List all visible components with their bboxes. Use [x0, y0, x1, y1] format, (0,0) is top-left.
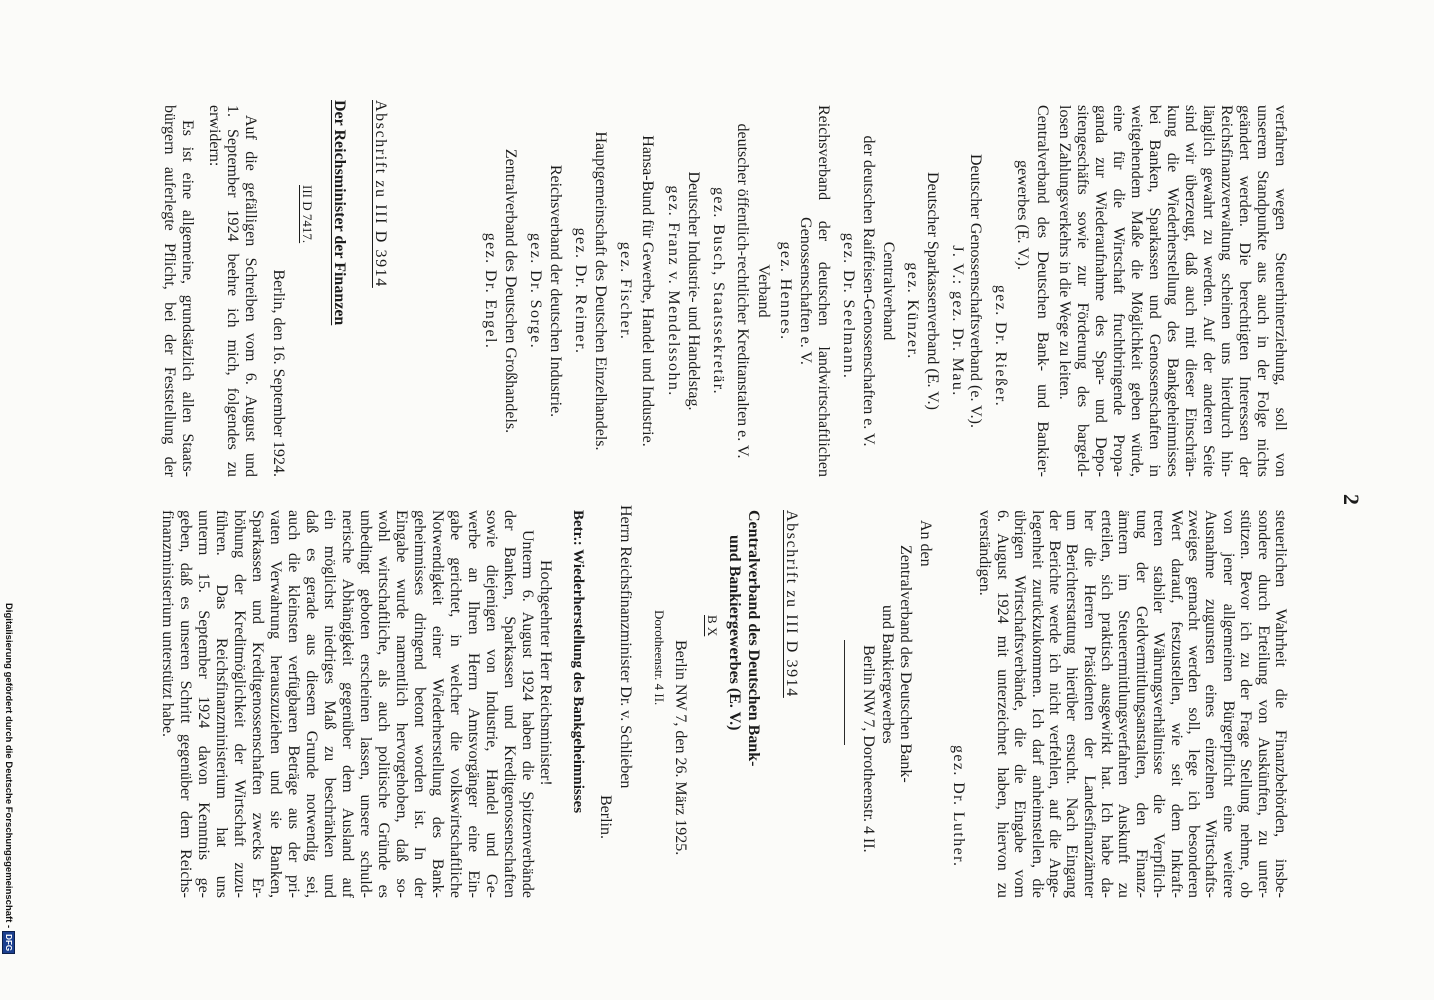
signatory-org-line: Hansa-Bund für Gewerbe, Handel und Industrie.	[639, 135, 656, 447]
sender-line: Der Reichsminister der Finanzen	[331, 100, 348, 326]
body-line: nerische Abhängigkeit gegenüber dem Ausland auf	[339, 510, 356, 898]
body-line: treten stabiler Währungsverhältnisse die Verpflich-	[1150, 510, 1168, 898]
sender-line: und Bankiergewerbes (E. V.)	[726, 535, 743, 731]
reply-paragraph	[205, 105, 259, 477]
dfg-logo: DFG	[2, 931, 15, 954]
reply-paragraph	[160, 105, 196, 477]
signatory-signature: gez. Dr. Sorge.	[527, 232, 544, 350]
body-line: auch die kleinsten verfügbaren Beträge aus der pri-	[285, 510, 302, 898]
body-line: eine für die Wirtschaft fruchtbringende Propa-	[1110, 105, 1127, 477]
body-line: unserem Standpunkte aus auch in der Folge nichts	[1254, 105, 1271, 477]
document-heading: Abschrift zu III D 3914	[783, 510, 800, 698]
body-line: Unterm 6. August 1924 haben die Spitzenverbände	[519, 530, 536, 898]
body-line: der Berichte werde ich nicht verfehlen, auf die Ange-	[1045, 510, 1063, 898]
signatory-org-line: Reichsverband der deutschen Industrie.	[547, 164, 564, 418]
body-line: verständigen.	[976, 510, 994, 596]
recipient-line: Herrn Reichsfinanzminister Dr. v. Schlieben	[617, 505, 634, 789]
body-line: legenheit zurückzukommen. Ich darf anheimstellen, die	[1028, 510, 1046, 898]
body-line: von jener allgemeinen Bürgerpflicht eine weitere	[1219, 510, 1237, 898]
body-line: zweiges gemacht werden soll, lege ich besonderen	[1185, 510, 1203, 898]
signature: gez. Dr. Luther.	[950, 745, 967, 868]
reference-number: B X	[705, 615, 720, 637]
body-line: Reichsfinanzverwaltung scheinen uns hierdurch hin-	[1218, 105, 1235, 477]
body-line: gabe gerichtet, in welcher die volkswirtschaftliche	[447, 510, 464, 898]
body-line: höhung der Kreditmöglichkeit der Wirtschaft zuzu-	[231, 510, 248, 898]
addressee-line: Zentralverband des Deutschen Bank-	[897, 545, 914, 783]
signatory-signature: gez. Fischer.	[617, 241, 634, 341]
recipient-city: Berlin.	[597, 795, 614, 839]
signatory-org-line: gewerbes (E. V.).	[1014, 160, 1031, 271]
body-line: bei Banken, Sparkassen und Genossenschaften in	[1146, 105, 1163, 477]
body-line: um Berichterstattung hierüber ersucht. Nach Eingang	[1063, 510, 1081, 898]
body-line: 1. September 1924 beehre ich mich, folgendes zu	[224, 105, 241, 477]
document-heading: Abschrift zu III D 3914	[372, 100, 389, 288]
body-line: sowie diejenigen von Industrie, Handel und Ge-	[483, 510, 500, 898]
street-line: Dorotheenstr. 4 II.	[652, 610, 667, 706]
date-line: Berlin NW 7, den 26. März 1925.	[672, 640, 689, 856]
body-line: sitengeschäfts sowie zur Förderung des bargeld-	[1074, 105, 1091, 477]
signatory-signature: J. V.: gez. Dr. Mau.	[949, 245, 966, 397]
body-line: länglich gewahrt zu werden. Auf der anderen Seite	[1200, 105, 1217, 477]
letter-body-paragraph	[158, 510, 536, 898]
left-intro-paragraph	[1055, 105, 1289, 477]
body-line: werbe an Ihren Herrn Amtsvorgänger eine Ein-	[465, 510, 482, 898]
body-line: steuerlichen Wahrheit die Finanzbehörden, insbe-	[1272, 510, 1289, 898]
signatory-org-line: Centralverband	[880, 241, 897, 341]
signatory-signature: gez. Künzer.	[904, 262, 921, 360]
signatory-org-line: Centralverband des Deutschen Bank- und Bankier-	[1034, 105, 1051, 477]
body-line: bürgern auferlegte Pflicht, bei der Feststellung der	[161, 105, 178, 477]
signatory-org-line: Reichsverband der deutschen landwirtschaftlichen	[815, 105, 832, 477]
signatory-signature: gez. Busch, Staatssekretär.	[710, 187, 727, 395]
body-line: tung der Geldvermittlungsanstalten, den Finanz-	[1132, 510, 1150, 898]
body-line: geben, daß es unseren Schritt gegenüber dem Reichs-	[177, 510, 194, 898]
body-line: vaten Verwahrung herauszuziehen und sie Banken,	[267, 510, 284, 898]
signatory-org-line: Deutscher Sparkassenverband (E. V.)	[924, 171, 941, 410]
body-line: Eingabe wurde namentlich hervorgehoben, daß so-	[393, 510, 410, 898]
body-line: sondere durch Erteilung von Auskünften, zu unter-	[1254, 510, 1272, 898]
body-line: weitgehendem Maße die Möglichkeit geben würde,	[1128, 105, 1145, 477]
body-line: führen. Das Reichsfinanzministerium hat uns	[213, 510, 230, 898]
signatory-signature: gez. Franz v. Mendelssohn.	[665, 185, 682, 397]
body-line: geändert werden. Die berechtigten Interessen der	[1236, 105, 1253, 477]
salutation: Hochgeehrter Herr Reichsminister!	[537, 560, 554, 786]
signatory-org	[814, 105, 832, 477]
signatory-org-line: der deutschen Raiffeisen-Genossenschaften e. V.	[860, 135, 877, 447]
body-line: geheimnisses dringend betont worden ist. In der	[411, 510, 428, 898]
body-line: erteilen, sich praktisch ausgewirkt hat. Ich habe da-	[1098, 510, 1116, 898]
footer-credit-text: Digitalisierung gefördert durch die Deutsche Forschungsgemeinschaft -	[3, 603, 14, 929]
signatory-org-line: Genossenschaften e. V.	[797, 217, 814, 365]
body-line: stützen. Bevor ich zu der Frage Stellung nehme, ob	[1237, 510, 1255, 898]
signatory-signature: gez. Hennes.	[777, 241, 794, 341]
body-line: verfahren wegen Steuerhinterziehung, soll von	[1272, 105, 1289, 477]
body-line: sind wir überzeugt, daß auch mit dieser Einschrän-	[1182, 105, 1199, 477]
footer-credit	[2, 603, 15, 954]
body-line: Sparkassen und Kreditgenossenschaften zwecks Er-	[249, 510, 266, 898]
body-line: 6. August 1924 mit unterzeichnet haben, hiervon zu	[993, 510, 1011, 898]
body-line: Auf die gefälligen Schreiben vom 6. August und	[242, 115, 259, 477]
body-line: losen Zahlungsverkehrs in die Wege zu leiten.	[1056, 105, 1073, 400]
body-line: wohl wirtschaftliche, als auch politische Gründe es	[375, 510, 392, 898]
body-line: ein möglichst niedriges Maß zu beschränken und	[321, 510, 338, 898]
signatory-org-line: Deutscher Industrie- und Handelstag.	[685, 171, 702, 411]
signatory-org	[1033, 105, 1051, 477]
body-line: der Banken, Sparkassen und Kreditgenossenschaften	[501, 510, 518, 898]
signatory-signature: gez. Dr. Engel.	[482, 232, 499, 350]
body-line: her die Herren Präsidenten der Landesfinanzämter	[1080, 510, 1098, 898]
signatory-org-line: deutscher öffentlich-rechtlicher Kreditanstalten e. V.	[734, 123, 751, 459]
body-line: Ausnahme zugunsten eines einzelnen Wirtschafts-	[1202, 510, 1220, 898]
page-number: 2	[1339, 494, 1364, 505]
signatory-org-line: Zentralverband des Deutschen Großhandels.	[502, 148, 519, 434]
signatory-org-line: Verband	[755, 264, 772, 318]
signatory-signature: gez. Dr. Rießer.	[992, 284, 1009, 408]
body-line: Es ist eine allgemeine, grundsätzlich allen Staats-	[179, 120, 196, 477]
sender-line: Centralverband des Deutschen Bank-	[745, 510, 762, 767]
body-line: kung die Wiederherstellung des Bankgeheimnisses	[1164, 105, 1181, 477]
divider-rule	[844, 640, 845, 745]
addressee-line: Berlin NW 7, Dorotheenstr. 4 II.	[860, 645, 877, 853]
subject-line: Betr.: Wiederherstellung des Bankgeheimnisses	[570, 510, 586, 814]
date-line: Berlin, den 16. September 1924.	[270, 269, 287, 477]
body-line: unbedingt geboten erscheinen lassen, unsere schuld-	[357, 510, 374, 898]
body-line: Notwendigkeit einer Wiederherstellung des Bank-	[429, 510, 446, 898]
signatory-signature: gez. Dr. Reimer.	[572, 227, 589, 355]
signatory-org-line: Deutscher Genossenschaftsverband (e. V.).	[967, 154, 984, 428]
body-line: finanzministerium unterstützt habe.	[159, 510, 176, 738]
body-line: ämtern im Steuerermittlungsverfahren Auskunft zu	[1115, 510, 1133, 898]
body-line: übrigen Wirtschaftsverbände, die die Eingabe vom	[1011, 510, 1029, 898]
reply-continued-paragraph	[976, 510, 1289, 898]
reference-number: III D 7417.	[300, 185, 315, 244]
body-line: Wert darauf, festzustellen, wie seit dem Inkraft-	[1167, 510, 1185, 898]
signatory-org-line: Hauptgemeinschaft des Deutschen Einzelhandels.	[592, 131, 609, 451]
body-line: erwidern:	[206, 105, 223, 167]
body-line: unterm 15. September 1924 davon Kenntnis ge-	[195, 510, 212, 898]
body-line: daß es gerade aus diesem Grunde notwendig sei,	[303, 510, 320, 898]
addressee-line: und Bankiergewerbes	[879, 605, 896, 744]
signatory-signature: gez. Dr. Seelmann.	[840, 232, 857, 380]
body-line: ganda zur Wiederaufnahme des Spar- und Depo-	[1092, 105, 1109, 477]
addressee-line: An den	[917, 520, 934, 567]
